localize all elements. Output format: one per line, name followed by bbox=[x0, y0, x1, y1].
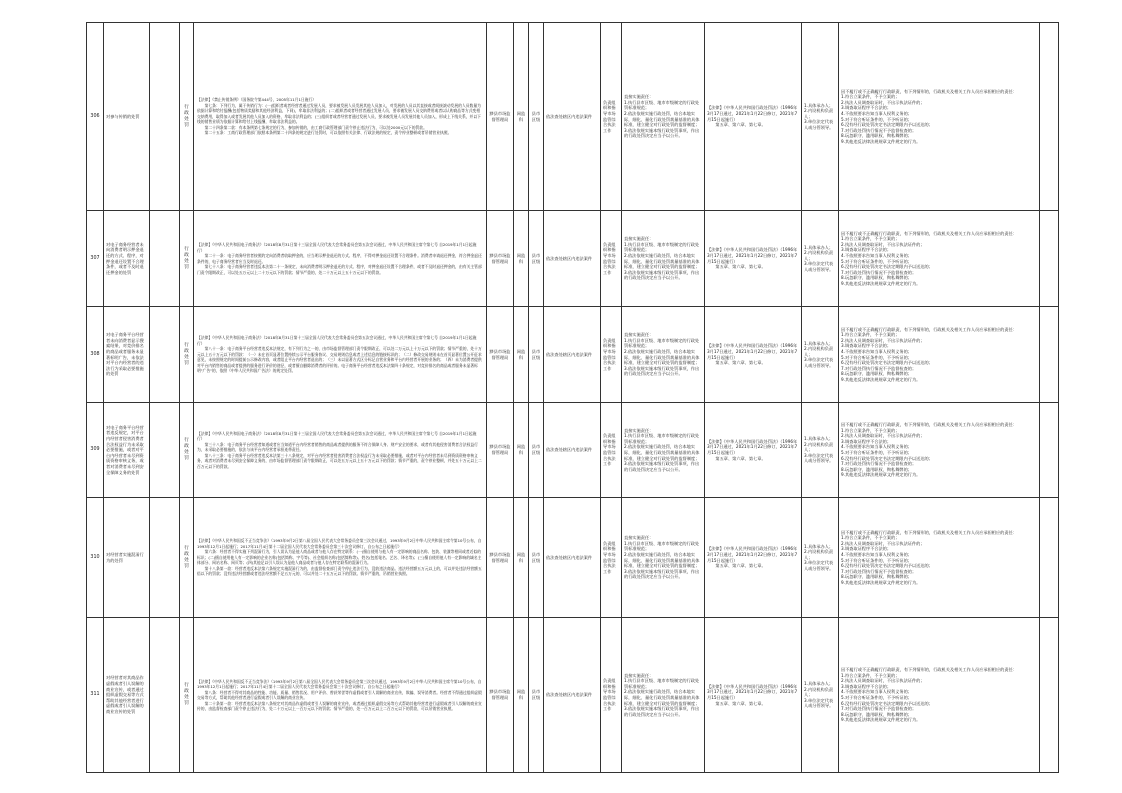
accountability-basis bbox=[705, 307, 802, 403]
accountability-cases-text: 因不履行或不正确履行行政职责，有下列情形的，行政机关及相关工作人员应承担相应的责任： 1.符合立案条件，不予立案的； 2.执法人员调查取证时，不出示执法证件的； 3.调查取证程序不合法的； 4.不依照要求告知当事人权利义务的； 5.对于符合听证条件的，不予听证的； 6.没有经行政处罚决定书法定期限内予以送达的； 7.对行政处罚执行情况不予监督检查的； 8.玩忽职守、滥用职权、徇私舞弊的； 9.其他违反法律法规规章文件规定的行为。 bbox=[841, 88, 1017, 144]
department-responsibility: 负责组织和指导市场监管综合执法工作 bbox=[601, 498, 622, 618]
table-row bbox=[87, 23, 1059, 211]
exercise-scope: 依法查处辖区内违法案件 bbox=[544, 23, 601, 211]
exercise-scope: 依法查处辖区内违法案件 bbox=[544, 498, 601, 618]
implementing-department: 黟县市场监督管理局 bbox=[487, 23, 514, 211]
table-row bbox=[87, 211, 1059, 307]
exercise-level: 县市区级 bbox=[529, 618, 544, 773]
power-list-table bbox=[86, 22, 1059, 773]
department-responsibility: 负责组织和指导市场监管综合执法工作 bbox=[601, 403, 622, 498]
duty-items-text: 直接实施责任： 1.执行县市区级、地市市级制定的行政处罚标准规范； 2.依法依规实施行政处罚，结合本地实际，细化、量化行政处罚裁量基准的具体标准，建立健全对行政处罚的监督制度； 3.依法依规实施本级行政处罚事项，作出的行政处罚决定应当予以公开。 bbox=[624, 332, 700, 377]
legal-basis-text: 【法律】《中华人民共和国电子商务法》（2018年8月31日第十三届全国人民代表大会常务委员会第五次会议通过，中华人民共和国主席令第七号 自2019年1月1日起施行） 第三十八条：电子商务平台经营者知道或者应当知道平台内经营者销售的商品或者提供的服务不符合保障人身、财产安全的要求，或者有其他侵害消费者合法权益行为，未采取必要措施的，依法与该平台内经营者承担连带责任。 第八十三条：电子商务平台经营者违反本法第三十八条规定，对平台内经营者侵害消费者合法权益行为未采取必要措施，或者对平台内经营者未尽到资质资格审核义务，或者对消费者未尽到安全保障义务的，由市场监督管理部门责令限期改正，可以处五万元以上五十万元以下的罚款；情节严重的，责令停业整顿，并处五十万元以上二百万元以下的罚款。 bbox=[197, 430, 482, 469]
legal-basis-text: 【法律】《禁止传销条例》（国务院令第444号，2005年11月1日施行） 第七条：下列行为，属于传销行为：(一)组织者或者经营者通过发展人员，要求被发展人员发展其他人员加入，对发展的人员以其直接或者间接滚动发展的人员数量为依据计算和给付报酬(包括物质奖励和其他经济利益，下同)，牟取非法利益的；(二)组织者或者经营者通过发展人员，要求被发展人员交纳费用或者以认购商品等方式变相交纳费用，取得加入或者发展其他人员加入的资格，牟取非法利益的；(三)组织者或者经营者通过发展人员，要求被发展人员发展其他人员加入，形成上下线关系，并以下线的销售业绩为依据计算和给付上线报酬，牟取非法利益的。 第二十四条第二款：有本条例第七条规定的行为，参加传销的，由工商行政管理部门责令停止违法行为，可以处2000元以下的罚款。 第二十五条：工商行政管理部门依照本条例第二十四条的规定进行处罚时，可以依照有关法律、行政法规的规定，责令停业整顿或者吊销营业执照。 bbox=[197, 97, 481, 136]
exercise-scope: 依法查处辖区内违法案件 bbox=[544, 618, 601, 773]
implementing-department: 黟县市场监督管理局 bbox=[487, 403, 514, 498]
department-responsibility: 负责组织和指导市场监管综合执法工作 bbox=[601, 307, 622, 403]
item-type: 行政处罚 bbox=[180, 618, 194, 773]
legal-basis bbox=[194, 307, 487, 403]
empty-cell bbox=[150, 211, 180, 307]
accountable-subject-text: 1.具体承办人； 2.内设机构负责人； 3.单位法定代表人或分管领导。 bbox=[804, 340, 834, 368]
accountability-basis-text: 【法律】《中华人民共和国行政处罚法》（1996年3月17日通过，2021年1月22日修订，2021年7月15日起施行） 第五章、第六章、第七章。 bbox=[707, 683, 798, 706]
accountability-cases bbox=[839, 403, 1040, 498]
item-type: 行政处罚 bbox=[180, 403, 194, 498]
duty-items bbox=[622, 498, 705, 618]
accountability-basis-text: 【法律】《中华人民共和国行政处罚法》（1996年3月17日通过，2021年1月22日修订，2021年7月15日起施行） 第五章、第六章、第七章。 bbox=[707, 343, 798, 366]
empty-cell bbox=[150, 498, 180, 618]
accountability-cases-text: 因不履行或不正确履行行政职责，有下列情形的，行政机关及相关工作人员应承担相应的责任： 1.符合立案条件，不予立案的； 2.执法人员调查取证时，不出示执法证件的； 3.调查取证程序不合法的； 4.不依照要求告知当事人权利义务的； 5.对于符合听证条件的，不予听证的； 6.没有经行政处罚决定书法定期限内予以送达的； 7.对行政处罚执行情况不予监督检查的； 8.玩忽职守、滥用职权、徇私舞弊的； 9.其他违反法律法规规章文件规定的行为。 bbox=[841, 529, 1017, 585]
row-number: 311 bbox=[87, 618, 104, 773]
table-row bbox=[87, 307, 1059, 403]
legal-basis bbox=[194, 403, 487, 498]
exercise-scope: 依法查处辖区内违法案件 bbox=[544, 403, 601, 498]
legal-basis-text: 【法律】《中华人民共和国反不正当竞争法》（1993年9月2日第八届全国人民代表大会常务委员会第三次会议通过，1993年9月2日中华人民共和国主席令第10号公布，自1993年12月1日起施行；2017年11月4日第十二届全国人民代表大会常务委员会第三十次会议修订，自公布之日起施行） 第六条：经营者不得实施下列混淆行为，引人误认为是他人商品或者与他人存在特定联系：(一)擅自使用与他人有一定影响的商品名称、包装、装潢等相同或者近似的标识；(二)擅自使用他人有一定影响的企业名称(包括简称、字号等)、社会组织名称(包括简称等)、姓名(包括笔名、艺名、译名等)；(三)擅自使用他人有一定影响的域名主体部分、网站名称、网页等；(四)其他足以引人误认为是他人商品或者与他人存在特定联系的混淆行为。 第十八条第一款：经营者违反本法第六条规定实施混淆行为的，由监督检查部门责令停止违法行为，没收违法商品。违法经营额五万元以上的，可以并处违法经营额五倍以下的罚款；没有违法经营额或者违法经营额不足五万元的，可以并处二十五万元以下的罚款。情节严重的，吊销营业执照。 bbox=[197, 538, 482, 577]
remarks-cell bbox=[1040, 307, 1059, 403]
accountable-subject bbox=[802, 403, 839, 498]
duty-items-text: 直接实施责任： 1.执行县市区级、地市市级制定的行政处罚标准规范； 2.依法依规实施行政处罚，结合本地实际，细化、量化行政处罚裁量基准的具体标准，建立健全对行政处罚的监督制度； 3.依法依规实施本级行政处罚事项，作出的行政处罚决定应当予以公开。 bbox=[624, 535, 700, 580]
legal-basis bbox=[194, 23, 487, 211]
accountable-subject bbox=[802, 211, 839, 307]
accountability-cases-text: 因不履行或不正确履行行政职责，有下列情形的，行政机关及相关工作人员应承担相应的责任： 1.符合立案条件，不予立案的； 2.执法人员调查取证时，不出示执法证件的； 3.调查取证程序不合法的； 4.不依照要求告知当事人权利义务的； 5.对于符合听证条件的，不予听证的； 6.没有经行政处罚决定书法定期限内予以送达的； 7.对行政处罚执行情况不予监督检查的； 8.玩忽职守、滥用职权、徇私舞弊的； 9.其他违反法律法规规章文件规定的行为。 bbox=[841, 230, 1017, 286]
accountable-subject bbox=[802, 498, 839, 618]
undertaking-unit: 网监科 bbox=[514, 211, 529, 307]
accountability-basis bbox=[705, 403, 802, 498]
duty-items bbox=[622, 403, 705, 498]
accountability-cases-text: 因不履行或不正确履行行政职责，有下列情形的，行政机关及相关工作人员应承担相应的责任： 1.符合立案条件，不予立案的； 2.执法人员调查取证时，不出示执法证件的； 3.调查取证程序不合法的； 4.不依照要求告知当事人权利义务的； 5.对于符合听证条件的，不予听证的； 6.没有经行政处罚决定书法定期限内予以送达的； 7.对行政处罚执行情况不予监督检查的； 8.玩忽职守、滥用职权、徇私舞弊的； 9.其他违反法律法规规章文件规定的行为。 bbox=[841, 422, 1017, 478]
accountability-basis bbox=[705, 498, 802, 618]
department-responsibility: 负责组织和指导市场监管综合执法工作 bbox=[601, 23, 622, 211]
implementing-department: 黟县市场监督管理局 bbox=[487, 498, 514, 618]
legal-basis bbox=[194, 618, 487, 773]
exercise-level: 县市区级 bbox=[529, 307, 544, 403]
implementing-department: 黟县市场监督管理局 bbox=[487, 211, 514, 307]
empty-cell bbox=[150, 618, 180, 773]
accountability-cases bbox=[839, 307, 1040, 403]
legal-basis-text: 【法律】《中华人民共和国反不正当竞争法》（1993年9月2日第八届全国人民代表大会常务委员会第三次会议通过，1993年9月2日中华人民共和国主席令第10号公布，自1993年12月1日起施行；2017年11月4日第十二届全国人民代表大会常务委员会第三十次会议修订，自公布之日起施行） 第八条：经营者不得对其商品的性能、功能、质量、销售状况、用户评价、曾获荣誉等作虚假或者引人误解的商业宣传，欺骗、误导消费者。经营者不得通过组织虚假交易等方式，帮助其他经营者进行虚假或者引人误解的商业宣传。 第二十条第一款：经营者违反本法第八条规定对其商品作虚假或者引人误解的商业宣传，或者通过组织虚假交易等方式帮助其他经营者进行虚假或者引人误解的商业宣传的，由监督检查部门责令停止违法行为，处二十万元以上一百万元以下的罚款；情节严重的，处一百万元以上二百万元以下的罚款，可以吊销营业执照。 bbox=[197, 678, 482, 711]
accountability-basis bbox=[705, 23, 802, 211]
item-type: 行政处罚 bbox=[180, 498, 194, 618]
undertaking-unit: 网监科 bbox=[514, 403, 529, 498]
document-sheet bbox=[86, 22, 1058, 773]
empty-cell bbox=[150, 23, 180, 211]
accountable-subject-text: 1.具体承办人； 2.内设机构负责人； 3.单位法定代表人或分管领导。 bbox=[804, 436, 834, 464]
accountable-subject-text: 1.具体承办人； 2.内设机构负责人； 3.单位法定代表人或分管领导。 bbox=[804, 681, 834, 709]
accountability-basis-text: 【法律】《中华人民共和国行政处罚法》（1996年3月17日通过，2021年1月22日修订，2021年7月15日起施行） 第五章、第六章、第七章。 bbox=[707, 247, 798, 270]
table-row bbox=[87, 403, 1059, 498]
row-number: 306 bbox=[87, 23, 104, 211]
department-responsibility: 负责组织和指导市场监管综合执法工作 bbox=[601, 618, 622, 773]
row-number: 307 bbox=[87, 211, 104, 307]
accountability-cases bbox=[839, 23, 1040, 211]
duty-items bbox=[622, 211, 705, 307]
legal-basis bbox=[194, 498, 487, 618]
accountable-subject bbox=[802, 307, 839, 403]
undertaking-unit: 网监科 bbox=[514, 307, 529, 403]
duty-items-text: 直接实施责任： 1.执行县市区级、地市市级制定的行政处罚标准规范； 2.依法依规实施行政处罚，结合本地实际，细化、量化行政处罚裁量基准的具体标准，建立健全对行政处罚的监督制度； 3.依法依规实施本级行政处罚事项，作出的行政处罚决定应当予以公开。 bbox=[624, 427, 700, 472]
implementing-department: 黟县市场监督管理局 bbox=[487, 618, 514, 773]
accountability-cases-text: 因不履行或不正确履行行政职责，有下列情形的，行政机关及相关工作人员应承担相应的责任： 1.符合立案条件，不予立案的； 2.执法人员调查取证时，不出示执法证件的； 3.调查取证程序不合法的； 4.不依照要求告知当事人权利义务的； 5.对于符合听证条件的，不予听证的； 6.没有经行政处罚决定书法定期限内予以送达的； 7.对行政处罚执行情况不予监督检查的； 8.玩忽职守、滥用职权、徇私舞弊的； 9.其他违反法律法规规章文件规定的行为。 bbox=[841, 667, 1017, 723]
undertaking-unit: 网监科 bbox=[514, 23, 529, 211]
duty-items bbox=[622, 618, 705, 773]
item-name: 对电子商务平台经营者未向消费者显示搜索结果，对竞价排名的商品或者服务未显著标明广告，未依法对平台内经营者的违法行为采取必要措施的处罚 bbox=[104, 307, 150, 403]
accountable-subject-text: 1.具体承办人； 2.内设机构负责人； 3.单位法定代表人或分管领导。 bbox=[804, 102, 834, 130]
remarks-cell bbox=[1040, 211, 1059, 307]
undertaking-unit: 网监科 bbox=[514, 618, 529, 773]
legal-basis bbox=[194, 211, 487, 307]
item-name: 对电子商务经营者未向消费者明示押金退还的方式、程序，对押金退还设置不合理条件，或者不及时退还押金的处罚 bbox=[104, 211, 150, 307]
accountability-cases bbox=[839, 498, 1040, 618]
row-number: 310 bbox=[87, 498, 104, 618]
accountability-basis bbox=[705, 211, 802, 307]
row-number: 309 bbox=[87, 403, 104, 498]
item-name: 对经营者实施混淆行为的处罚 bbox=[104, 498, 150, 618]
exercise-level: 县市区级 bbox=[529, 498, 544, 618]
item-type: 行政处罚 bbox=[180, 211, 194, 307]
table-row bbox=[87, 498, 1059, 618]
accountability-basis-text: 【法律】《中华人民共和国行政处罚法》（1996年3月17日通过，2021年1月22日修订，2021年7月15日起施行） 第五章、第六章、第七章。 bbox=[707, 546, 798, 569]
accountable-subject bbox=[802, 23, 839, 211]
duty-items bbox=[622, 23, 705, 211]
remarks-cell bbox=[1040, 23, 1059, 211]
item-type: 行政处罚 bbox=[180, 23, 194, 211]
duty-items bbox=[622, 307, 705, 403]
duty-items-text: 直接实施责任： 1.执行县市区级、地市市级制定的行政处罚标准规范； 2.依法依规实施行政处罚，结合本地实际，细化、量化行政处罚裁量基准的具体标准，建立健全对行政处罚的监督制度； 3.依法依规实施本级行政处罚事项，作出的行政处罚决定应当予以公开。 bbox=[624, 94, 700, 139]
item-name: 对经营者对其商品作虚假或者引人误解的商业宣传，或者通过组织虚假交易等方式帮助其他经营者进行虚假或者引人误解的商业宣传的处罚 bbox=[104, 618, 150, 773]
duty-items-text: 直接实施责任： 1.执行县市区级、地市市级制定的行政处罚标准规范； 2.依法依规实施行政处罚，结合本地实际，细化、量化行政处罚裁量基准的具体标准，建立健全对行政处罚的监督制度； 3.依法依规实施本级行政处罚事项，作出的行政处罚决定应当予以公开。 bbox=[624, 236, 700, 281]
row-number: 308 bbox=[87, 307, 104, 403]
table-row bbox=[87, 618, 1059, 773]
exercise-level: 县市区级 bbox=[529, 23, 544, 211]
accountability-basis bbox=[705, 618, 802, 773]
undertaking-unit: 网监科 bbox=[514, 498, 529, 618]
item-name: 对电子商务平台经营者违反规定，对平台内经营者侵害消费者合法权益行为未采取必要措施，或者对平台内经营者未尽到资质资格审核义务，或者对消费者未尽到安全保障义务的处罚 bbox=[104, 403, 150, 498]
accountability-cases bbox=[839, 618, 1040, 773]
accountable-subject bbox=[802, 618, 839, 773]
exercise-level: 县市区级 bbox=[529, 211, 544, 307]
legal-basis-text: 【法律】《中华人民共和国电子商务法》（2018年8月31日第十三届全国人民代表大会常务委员会第五次会议通过，中华人民共和国主席令第七号 自2019年1月1日起施行） 第二十一条：电子商务经营者按照约定向消费者收取押金的，应当明示押金退还的方式、程序，不得对押金退还设置不合理条件。消费者申请退还押金，符合押金退还条件的，电子商务经营者应当及时退还。 第七十八条：电子商务经营者违反本法第二十一条规定，未向消费者明示押金退还的方式、程序，对押金退还设置不合理条件，或者不及时退还押金的，由有关主管部门责令限期改正，可以处五万元以上二十万元以下的罚款；情节严重的，处二十万元以上五十万元以下的罚款。 bbox=[197, 242, 482, 275]
empty-cell bbox=[150, 307, 180, 403]
legal-basis-text: 【法律】《中华人民共和国电子商务法》（2018年8月31日第十三届全国人民代表大会常务委员会第五次会议通过，中华人民共和国主席令第七号 自2019年1月1日起施行） 第八十一条：电子商务平台经营者违反本法规定，有下列行为之一的，由市场监督管理部门责令限期改正，可以处二万元以上十万元以下的罚款；情节严重的，处十万元以上五十万元以下的罚款：（一）未在首页显著位置持续公示平台服务协议、交易规则信息或者上述信息的链接标识的；（二）修改交易规则未在首页显著位置公开征求意见，未按照规定的时间提前公示修改内容，或者阻止平台内经营者退出的；（三）未以显著方式区分标记自营业务和平台内经营者开展的业务的；（四）未为消费者提供对平台内销售的商品或者提供的服务进行评价的途径，或者擅自删除消费者的评价的。电子商务平台经营者违反本法第四十条规定，对竞价排名的商品或者服务未显著标明"广告"的，依照《中华人民共和国广告法》的规定处罚。 bbox=[197, 335, 482, 374]
accountability-cases-text: 因不履行或不正确履行行政职责，有下列情形的，行政机关及相关工作人员应承担相应的责任： 1.符合立案条件，不予立案的； 2.执法人员调查取证时，不出示执法证件的； 3.调查取证程序不合法的； 4.不依照要求告知当事人权利义务的； 5.对于符合听证条件的，不予听证的； 6.没有经行政处罚决定书法定期限内予以送达的； 7.对行政处罚执行情况不予监督检查的； 8.玩忽职守、滥用职权、徇私舞弊的； 9.其他违反法律法规规章文件规定的行为。 bbox=[841, 326, 1017, 382]
duty-items-text: 直接实施责任： 1.执行县市区级、地市市级制定的行政处罚标准规范； 2.依法依规实施行政处罚，结合本地实际，细化、量化行政处罚裁量基准的具体标准，建立健全对行政处罚的监督制度； 3.依法依规实施本级行政处罚事项，作出的行政处罚决定应当予以公开。 bbox=[624, 672, 700, 717]
item-name: 对参与传销的处罚 bbox=[104, 23, 150, 211]
accountable-subject-text: 1.具体承办人； 2.内设机构负责人； 3.单位法定代表人或分管领导。 bbox=[804, 244, 834, 272]
department-responsibility: 负责组织和指导市场监管综合执法工作 bbox=[601, 211, 622, 307]
accountability-basis-text: 【法律】《中华人民共和国行政处罚法》（1996年3月17日通过，2021年1月22日修订，2021年7月15日起施行） 第五章、第六章、第七章。 bbox=[707, 105, 798, 128]
remarks-cell bbox=[1040, 498, 1059, 618]
item-type: 行政处罚 bbox=[180, 307, 194, 403]
remarks-cell bbox=[1040, 403, 1059, 498]
remarks-cell bbox=[1040, 618, 1059, 773]
exercise-scope: 依法查处辖区内违法案件 bbox=[544, 307, 601, 403]
implementing-department: 黟县市场监督管理局 bbox=[487, 307, 514, 403]
accountability-basis-text: 【法律】《中华人民共和国行政处罚法》（1996年3月17日通过，2021年1月22日修订，2021年7月15日起施行） 第五章、第六章、第七章。 bbox=[707, 438, 798, 461]
accountable-subject-text: 1.具体承办人； 2.内设机构负责人； 3.单位法定代表人或分管领导。 bbox=[804, 543, 834, 571]
accountability-cases bbox=[839, 211, 1040, 307]
exercise-scope: 依法查处辖区内违法案件 bbox=[544, 211, 601, 307]
exercise-level: 县市区级 bbox=[529, 403, 544, 498]
empty-cell bbox=[150, 403, 180, 498]
